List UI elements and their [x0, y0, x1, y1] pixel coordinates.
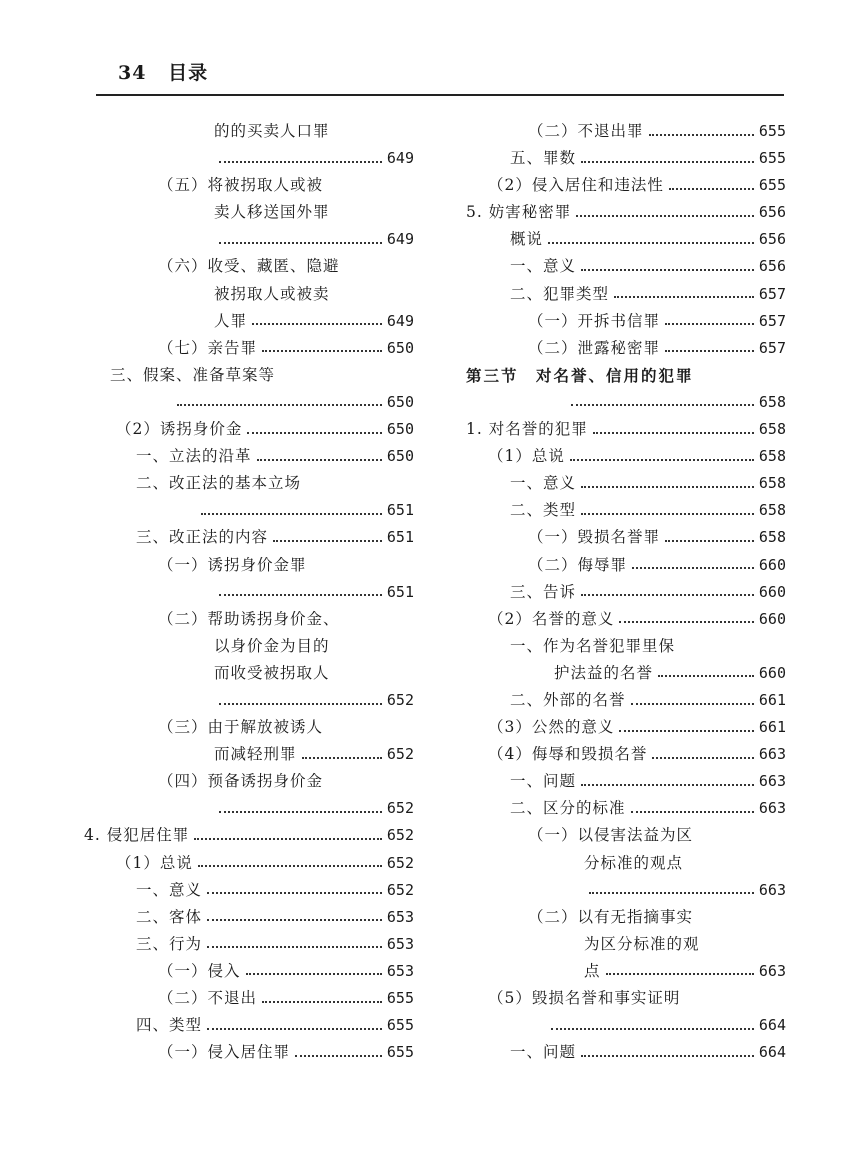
toc-entry	[466, 660, 786, 687]
dot-leader	[658, 675, 754, 677]
toc-entry-title: （一）诱拐身价金罪	[158, 555, 307, 574]
dot-leader	[219, 594, 382, 596]
toc-entry-title: 三、告诉	[510, 582, 577, 601]
toc-page-number: 650	[386, 447, 414, 466]
toc-entry-title: 一、问题	[510, 772, 577, 791]
toc-entry	[466, 741, 786, 768]
toc-entry-title: 1. 对名誉的犯罪	[466, 420, 588, 439]
toc-entry	[466, 687, 786, 714]
toc-entry-title: 为区分标准的观	[584, 934, 700, 953]
toc-entry	[84, 579, 414, 606]
toc-page-number: 660	[758, 663, 786, 682]
toc-entry-title: （六）收受、藏匿、隐避	[158, 257, 340, 276]
dot-leader	[219, 242, 382, 244]
toc-page-number: 655	[758, 149, 786, 168]
dot-leader	[589, 892, 754, 894]
toc-entry-title: 三、行为	[136, 934, 203, 953]
dot-leader	[619, 621, 754, 623]
dot-leader	[581, 594, 754, 596]
dot-leader	[631, 811, 754, 813]
toc-entry-title: （一）毁损名誉罪	[528, 528, 661, 547]
toc-entry	[84, 497, 414, 524]
toc-entry	[466, 389, 786, 416]
toc-entry	[84, 687, 414, 714]
toc-entry	[466, 497, 786, 524]
dot-leader	[581, 161, 754, 163]
toc-page-number: 661	[758, 718, 786, 737]
dot-leader	[295, 1055, 382, 1057]
toc-page-number: 649	[386, 311, 414, 330]
dot-leader	[571, 404, 754, 406]
toc-entry	[466, 470, 786, 497]
toc-entry	[84, 931, 414, 958]
toc-page-number: 652	[386, 880, 414, 899]
toc-page-number: 652	[386, 826, 414, 845]
dot-leader	[219, 811, 382, 813]
dot-leader	[581, 1055, 754, 1057]
dot-leader	[207, 946, 382, 948]
toc-entry	[84, 741, 414, 768]
toc-page-number: 655	[758, 176, 786, 195]
toc-entry-title: （四）预备诱拐身价金	[158, 772, 324, 791]
toc-left-column	[84, 118, 414, 1066]
toc-page-number: 660	[758, 609, 786, 628]
page-header	[118, 58, 208, 85]
toc-entry	[84, 362, 414, 389]
toc-entry	[466, 714, 786, 741]
toc-page-number: 651	[386, 501, 414, 520]
toc-entry	[84, 958, 414, 985]
toc-entry	[466, 822, 786, 849]
toc-entry-title: （一）开拆书信罪	[528, 311, 661, 330]
toc-entry	[84, 199, 414, 226]
toc-entry-title: （一）以侵害法益为区	[528, 826, 694, 845]
toc-page-number: 651	[386, 582, 414, 601]
toc-page-number: 658	[758, 420, 786, 439]
toc-entry-title: （3）公然的意义	[488, 718, 615, 737]
toc-entry-title: （2）侵入居住和违法性	[488, 176, 664, 195]
toc-entry-title: 以身价金为目的	[214, 636, 330, 655]
dot-leader	[652, 757, 754, 759]
toc-page-number: 656	[758, 203, 786, 222]
toc-page-number: 656	[758, 230, 786, 249]
toc-entry-title: 的的买卖人口罪	[214, 122, 330, 140]
toc-entry	[466, 1039, 786, 1066]
toc-entry-title: （三）由于解放被诱人	[158, 718, 324, 737]
dot-leader	[665, 350, 754, 352]
toc-entry-title: 分标准的观点	[584, 853, 684, 872]
toc-entry-title: 四、类型	[136, 1016, 203, 1035]
toc-page-number: 650	[386, 420, 414, 439]
dot-leader	[262, 1001, 382, 1003]
toc-page-number: 656	[758, 257, 786, 276]
toc-entry	[466, 362, 786, 389]
toc-page-number: 652	[386, 690, 414, 709]
toc-entry-title: （1）总说	[116, 853, 193, 872]
toc-page-number: 652	[386, 745, 414, 764]
toc-entry	[84, 904, 414, 931]
toc-entry	[466, 552, 786, 579]
section-heading: 第三节 对名誉、信用的犯罪	[466, 365, 694, 385]
toc-entry	[84, 308, 414, 335]
toc-entry	[84, 768, 414, 795]
toc-entry-title: 二、客体	[136, 907, 203, 926]
toc-entry	[466, 416, 786, 443]
toc-entry	[466, 118, 786, 145]
toc-entry-title: 点	[584, 961, 601, 980]
dot-leader	[593, 432, 754, 434]
dot-leader	[570, 459, 754, 461]
dot-leader	[273, 540, 382, 542]
toc-entry-title: （一）侵入	[158, 961, 241, 980]
toc-entry	[466, 524, 786, 551]
toc-entry	[84, 389, 414, 416]
toc-entry-title: 一、意义	[136, 880, 203, 899]
toc-entry	[84, 606, 414, 633]
toc-entry	[466, 958, 786, 985]
toc-entry	[466, 606, 786, 633]
toc-page-number: 655	[758, 122, 786, 140]
toc-entry	[84, 795, 414, 822]
toc-entry-title: （七）亲告罪	[158, 338, 258, 357]
toc-page-number: 652	[386, 853, 414, 872]
toc-entry	[466, 281, 786, 308]
dot-leader	[177, 404, 382, 406]
toc-entry	[84, 1039, 414, 1066]
dot-leader	[247, 432, 382, 434]
dot-leader	[649, 134, 754, 136]
toc-entry	[466, 443, 786, 470]
toc-right-column	[466, 118, 786, 1066]
toc-entry-title: 一、问题	[510, 1043, 577, 1062]
toc-entry-title: （4）侮辱和毁损名誉	[488, 745, 648, 764]
toc-entry	[84, 253, 414, 280]
dot-leader	[207, 919, 382, 921]
toc-page-number: 653	[386, 961, 414, 980]
toc-page-number: 653	[386, 934, 414, 953]
dot-leader	[632, 567, 754, 569]
toc-entry	[84, 552, 414, 579]
toc-entry-title: 一、意义	[510, 474, 577, 493]
toc-page-number: 658	[758, 528, 786, 547]
dot-leader	[606, 973, 754, 975]
toc-page-number: 664	[758, 1016, 786, 1035]
dot-leader	[576, 215, 754, 217]
toc-entry	[466, 1012, 786, 1039]
dot-leader	[257, 459, 382, 461]
toc-entry-title: 一、作为名誉犯罪里保	[510, 636, 676, 655]
toc-page-number: 649	[386, 149, 414, 168]
toc-entry	[84, 633, 414, 660]
toc-page-number: 649	[386, 230, 414, 249]
dot-leader	[631, 703, 754, 705]
toc-entry	[466, 199, 786, 226]
toc-entry	[84, 850, 414, 877]
toc-entry	[466, 850, 786, 877]
toc-page-number: 655	[386, 989, 414, 1007]
toc-entry	[84, 1012, 414, 1039]
toc-entry	[84, 145, 414, 172]
toc-page-number: 652	[386, 799, 414, 818]
toc-entry	[84, 443, 414, 470]
dot-leader	[262, 350, 382, 352]
toc-page-number: 650	[386, 338, 414, 357]
toc-entry	[466, 172, 786, 199]
toc-entry-title: 五、罪数	[510, 149, 577, 168]
toc-entry	[84, 118, 414, 145]
toc-entry	[84, 985, 414, 1012]
dot-leader	[619, 730, 754, 732]
dot-leader	[219, 703, 382, 705]
dot-leader	[194, 838, 382, 840]
toc-entry	[466, 795, 786, 822]
dot-leader	[201, 513, 382, 515]
toc-page-number: 660	[758, 555, 786, 574]
toc-page-number: 657	[758, 311, 786, 330]
toc-page-number: 663	[758, 799, 786, 818]
toc-entry-title: （2）诱拐身价金	[116, 420, 243, 439]
toc-page-number: 658	[758, 501, 786, 520]
toc-entry	[466, 768, 786, 795]
toc-entry-title: 三、改正法的内容	[136, 528, 269, 547]
toc-page-number: 658	[758, 447, 786, 466]
toc-page-number: 650	[386, 392, 414, 411]
toc-entry-title: 被拐取人或被卖	[214, 284, 330, 303]
toc-entry-title: 二、类型	[510, 501, 577, 520]
toc-entry-title: 二、区分的标准	[510, 799, 626, 818]
toc-entry-title: 二、犯罪类型	[510, 284, 610, 303]
dot-leader	[581, 269, 754, 271]
toc-entry	[466, 877, 786, 904]
toc-page-number: 663	[758, 961, 786, 980]
toc-page-number: 663	[758, 772, 786, 791]
toc-entry	[466, 253, 786, 280]
toc-entry	[84, 660, 414, 687]
dot-leader	[207, 1028, 382, 1030]
toc-page-number: 661	[758, 690, 786, 709]
dot-leader	[198, 865, 382, 867]
toc-entry-title: 二、改正法的基本立场	[136, 474, 302, 493]
toc-entry-title: 一、意义	[510, 257, 577, 276]
toc-page-number: 663	[758, 745, 786, 764]
toc-page-number: 655	[386, 1016, 414, 1035]
toc-entry	[466, 904, 786, 931]
toc-entry	[466, 308, 786, 335]
dot-leader	[581, 513, 754, 515]
toc-entry	[84, 416, 414, 443]
toc-page-number: 658	[758, 392, 786, 411]
toc-entry	[84, 714, 414, 741]
toc-entry-title: 卖人移送国外罪	[214, 203, 330, 222]
toc-page-number: 653	[386, 907, 414, 926]
toc-entry	[84, 172, 414, 199]
toc-entry	[84, 822, 414, 849]
toc-entry	[466, 335, 786, 362]
toc-entry	[84, 335, 414, 362]
toc-page-number: 657	[758, 338, 786, 357]
page-number: 34	[118, 62, 147, 84]
dot-leader	[581, 486, 754, 488]
dot-leader	[246, 973, 382, 975]
dot-leader	[207, 892, 382, 894]
toc-entry	[84, 524, 414, 551]
toc-entry-title: （五）将被拐取人或被	[158, 176, 324, 195]
toc-entry-title: （1）总说	[488, 447, 565, 466]
dot-leader	[551, 1028, 754, 1030]
toc-entry	[84, 281, 414, 308]
toc-entry-title: （二）不退出	[158, 989, 258, 1007]
toc-entry	[466, 985, 786, 1012]
toc-entry-title: 4. 侵犯居住罪	[84, 826, 190, 845]
toc-page-number: 660	[758, 582, 786, 601]
toc-page-number: 658	[758, 474, 786, 493]
toc-entry-title: （二）帮助诱拐身价金、	[158, 609, 340, 628]
toc-entry-title: （二）以有无指摘事实	[528, 907, 694, 926]
toc-entry-title: 一、立法的沿革	[136, 447, 252, 466]
toc-entry	[84, 877, 414, 904]
dot-leader	[548, 242, 754, 244]
dot-leader	[665, 540, 754, 542]
toc-page-number: 657	[758, 284, 786, 303]
toc-entry-title: （一）侵入居住罪	[158, 1043, 291, 1062]
toc-entry-title: （5）毁损名誉和事实证明	[488, 989, 681, 1007]
toc-entry-title: 护法益的名誉	[554, 663, 654, 682]
toc-entry-title: 概说	[510, 230, 544, 249]
toc-entry	[466, 579, 786, 606]
toc-entry	[84, 226, 414, 253]
toc-page-number: 651	[386, 528, 414, 547]
dot-leader	[665, 323, 754, 325]
toc-entry-title: 而减轻刑罪	[214, 745, 297, 764]
toc-entry	[466, 145, 786, 172]
toc-entry-title: （二）侮辱罪	[528, 555, 628, 574]
dot-leader	[614, 296, 754, 298]
toc-entry-title: （2）名誉的意义	[488, 609, 615, 628]
toc-entry	[466, 633, 786, 660]
toc-page-number: 663	[758, 880, 786, 899]
toc-entry-title: （二）泄露秘密罪	[528, 338, 661, 357]
toc-entry-title: 5. 妨害秘密罪	[466, 203, 572, 222]
toc-entry	[466, 226, 786, 253]
toc-page-number: 655	[386, 1043, 414, 1062]
toc-page-number: 664	[758, 1043, 786, 1062]
dot-leader	[252, 323, 382, 325]
toc-entry	[84, 470, 414, 497]
page-title: 目录	[168, 62, 209, 84]
toc-entry-title: 二、外部的名誉	[510, 690, 626, 709]
header-rule	[96, 94, 784, 96]
toc-entry-title: （二）不退出罪	[528, 122, 644, 140]
toc-entry	[466, 931, 786, 958]
dot-leader	[669, 188, 754, 190]
dot-leader	[581, 784, 754, 786]
toc-entry-title: 人罪	[214, 311, 248, 330]
toc-entry-title: 三、假案、准备草案等	[110, 365, 276, 384]
toc-entry-title: 而收受被拐取人	[214, 663, 330, 682]
dot-leader	[302, 757, 382, 759]
dot-leader	[219, 161, 382, 163]
